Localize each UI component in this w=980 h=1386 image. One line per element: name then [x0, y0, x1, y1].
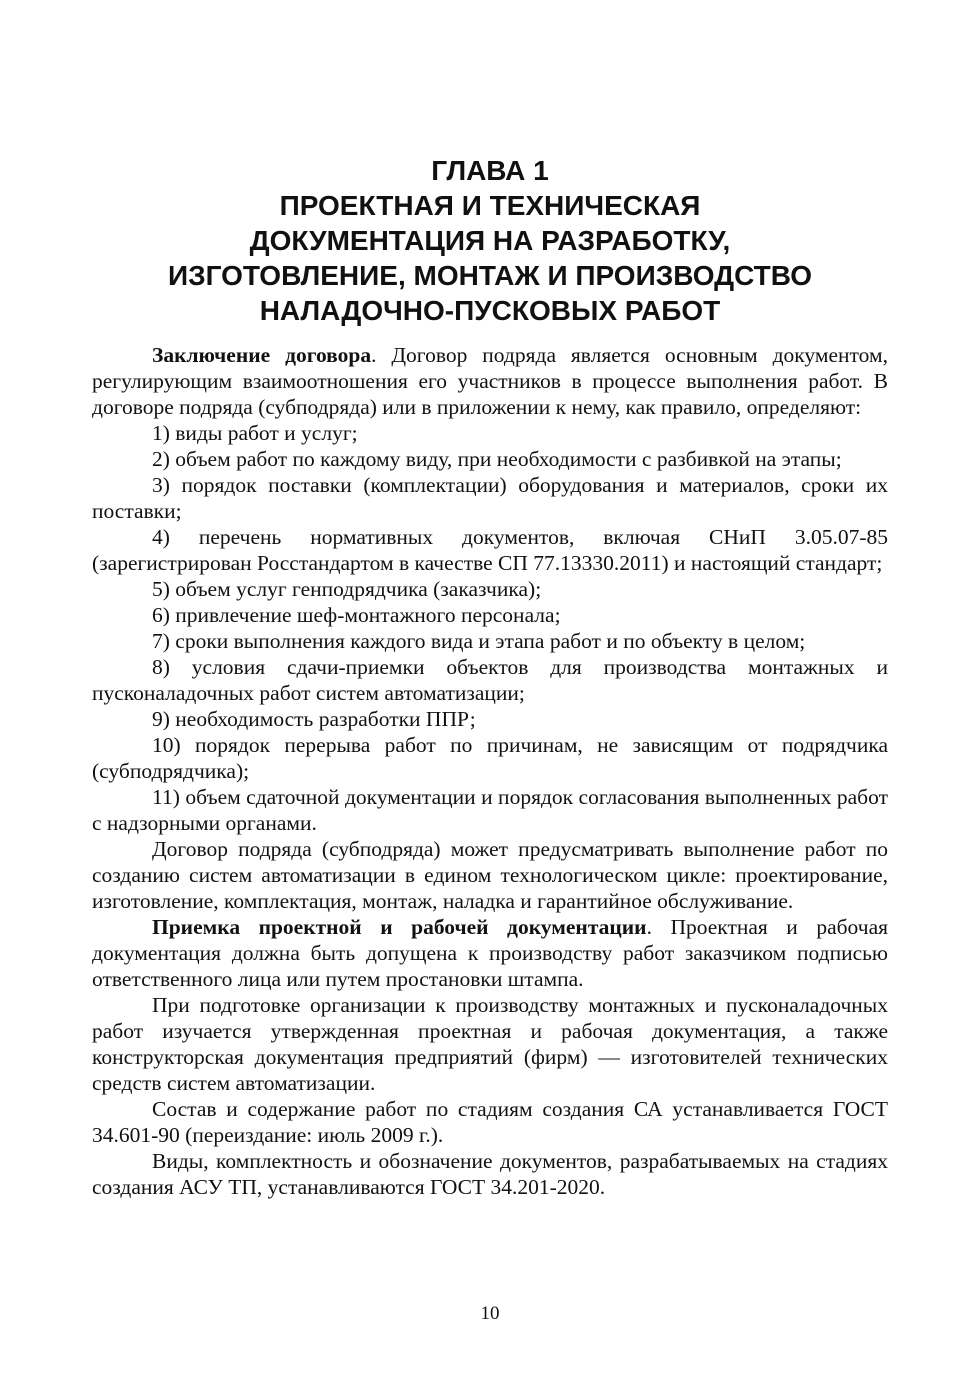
chapter-title-line-1: ПРОЕКТНАЯ И ТЕХНИЧЕСКАЯ	[279, 190, 701, 221]
contract-scope-paragraph: Договор подряда (субподряда) может предусматривать выполнение работ по созданию систем автоматизации в едином технологическом цикле: проектирование, изготовление, комплектация, монтаж, наладка и гарантийное обслуживание.	[92, 837, 888, 913]
list-item-1: 1) виды работ и услуг;	[152, 421, 358, 445]
acceptance-lead: Приемка проектной и рабочей документации	[152, 915, 647, 939]
list-item-9: 9) необходимость разработки ППР;	[152, 707, 476, 731]
stages-paragraph: Состав и содержание работ по стадиям создания СА устанавливается ГОСТ 34.601-90 (переиздание: июль 2009 г.).	[92, 1097, 888, 1147]
acceptance-paragraph	[92, 914, 888, 992]
body-text	[92, 342, 888, 1200]
list-item-5: 5) объем услуг генподрядчика (заказчика);	[152, 577, 542, 601]
chapter-title-line-3: ИЗГОТОВЛЕНИЕ, МОНТАЖ И ПРОИЗВОДСТВО	[167, 260, 813, 291]
list-item-3: 3) порядок поставки (комплектации) оборудования и материалов, сроки их поставки;	[92, 473, 888, 523]
list-item-8: 8) условия сдачи-приемки объектов для производства монтажных и пусконаладочных работ систем автоматизации;	[92, 655, 888, 705]
chapter-heading	[92, 153, 888, 328]
document-types-paragraph: Виды, комплектность и обозначение документов, разрабатываемых на стадиях создания АСУ ТП, устанавливаются ГОСТ 34.201-2020.	[92, 1149, 888, 1199]
list-item-4: 4) перечень нормативных документов, включая СНиП 3.05.07-85 (зарегистрирован Росстандартом в качестве СП 77.13330.2011) и настоящий стандарт;	[92, 525, 888, 575]
acceptance-text: . Проектная и рабочая документация должна быть допущена к производству работ заказчиком подписью ответственного лица или путем простановки штампа.	[92, 915, 888, 991]
list-item-10: 10) порядок перерыва работ по причинам, не зависящим от подрядчика (субподрядчика);	[92, 733, 888, 783]
preparation-paragraph: При подготовке организации к производству монтажных и пусконаладочных работ изучается утвержденная проектная и рабочая документация, а также конструкторская документация предприятий (фирм) — изготовителей технических средств систем автоматизации.	[92, 993, 888, 1095]
list-item-2: 2) объем работ по каждому виду, при необходимости с разбивкой на этапы;	[152, 447, 842, 471]
list-item-6: 6) привлечение шеф-монтажного персонала;	[152, 603, 561, 627]
list-item-7: 7) сроки выполнения каждого вида и этапа работ и по объекту в целом;	[152, 629, 806, 653]
contract-lead: Заключение договора	[152, 343, 372, 367]
chapter-title-line-4: НАЛАДОЧНО-ПУСКОВЫХ РАБОТ	[259, 295, 721, 326]
contract-paragraph	[92, 342, 888, 420]
chapter-number: ГЛАВА 1	[431, 155, 549, 186]
contract-text: . Договор подряда является основным документом, регулирующим взаимоотношения его участников в процессе выполнения работ. В договоре подряда (субподряда) или в приложении к нему, как правило, определяют:	[92, 343, 888, 419]
chapter-title-line-2: ДОКУМЕНТАЦИЯ НА РАЗРАБОТКУ,	[249, 225, 731, 256]
list-item-11: 11) объем сдаточной документации и порядок согласования выполненных работ с надзорными органами.	[92, 785, 888, 835]
page-number: 10	[480, 1303, 500, 1324]
